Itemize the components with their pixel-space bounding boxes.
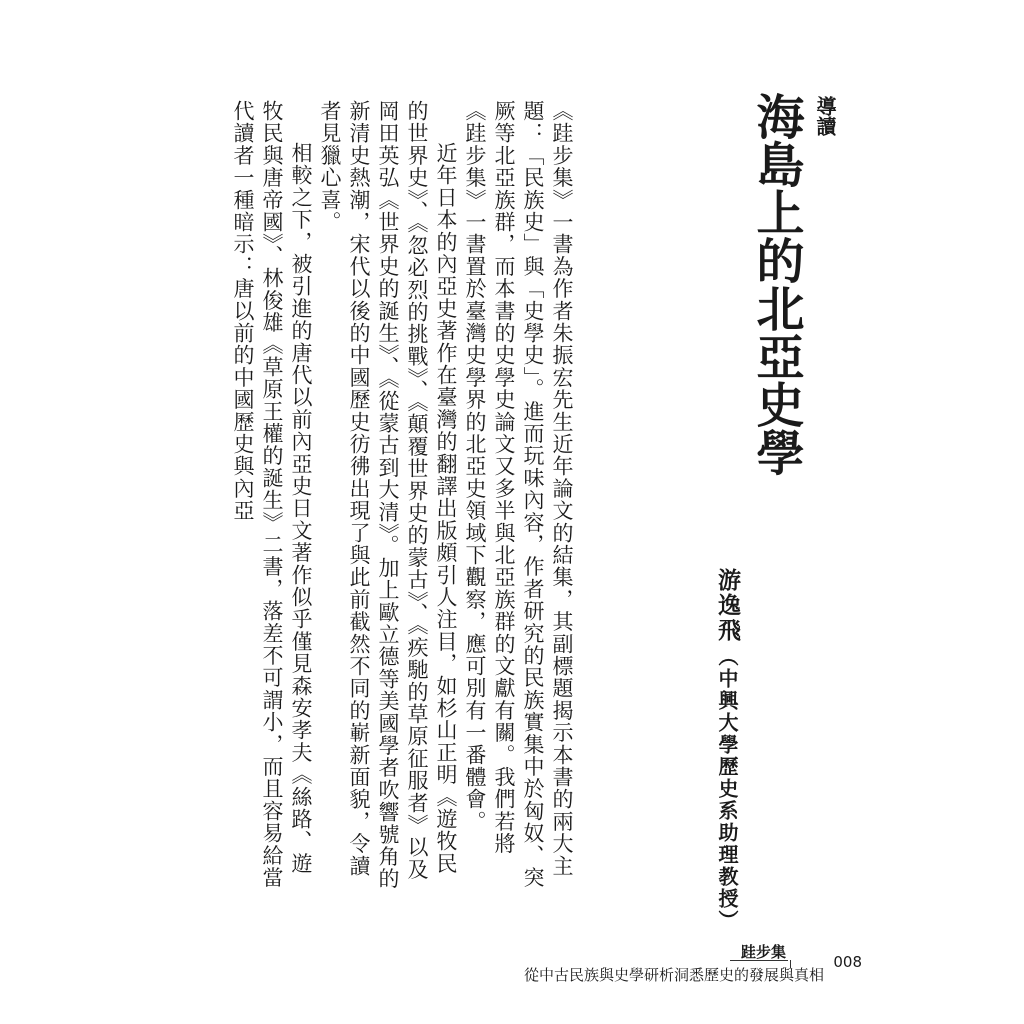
- chapter-title: 海島上的北亞史學: [748, 92, 804, 476]
- section-label: 導讀: [813, 96, 837, 136]
- author-name: 游逸飛: [714, 568, 741, 643]
- author-affiliation: （中興大學歷史系助理教授）: [715, 646, 739, 932]
- page-footer: [523, 942, 862, 986]
- footer-top-row: [524, 942, 862, 971]
- paragraph-2: 近年日本的內亞史著作在臺灣的翻譯出版頗引人注目，如杉山正明《遊牧民的世界史》、《忽必烈的挑戰》、《顛覆世界史的蒙古》、《疾馳的草原征服者》以及岡田英弘《世界史的誕生》、《從蒙古到大清》。加上歐立德等美國學者吹響號角的新清史熱潮，宋代以後的中國歷史彷彿出現了與此前截然不同的嶄新面貌，令讀者見獵心喜。: [318, 100, 458, 890]
- footer-subtitle: 從中古民族與史學研析洞悉歷史的發展與真相: [523, 966, 824, 984]
- footer-book-title: 跬步集: [740, 943, 786, 961]
- page-number: 008: [833, 953, 862, 971]
- paragraph-3: 相較之下，被引進的唐代以前內亞史日文著作似乎僅見森安孝夫《絲路、遊牧民與唐帝國》、林俊雄《草原王權的誕生》二書，落差不可謂小，而且容易給當代讀者一種暗示：唐以前的中國歷史與內亞: [231, 100, 313, 889]
- body-text: [231, 100, 576, 890]
- paragraph-1: 《跬步集》一書為作者朱振宏先生近年論文的結集，其副標題揭示本書的兩大主題：「民族史」與「史學史」。進而玩味內容，作者研究的民族實集中於匈奴、突厥等北亞族群，而本書的史學史論文又多半與北亞族群的文獻有關。我們若將《跬步集》一書置於臺灣史學界的北亞史領域下觀察，應可別有一番體會。: [463, 100, 574, 889]
